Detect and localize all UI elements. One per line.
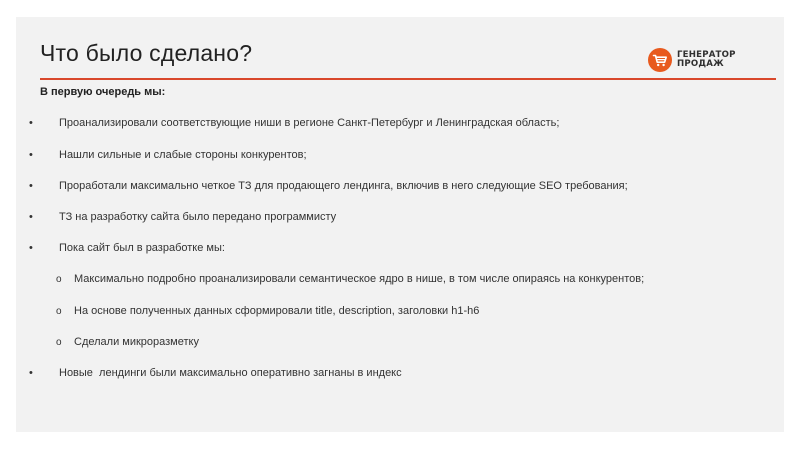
list-item: Нашли сильные и слабые стороны конкурентов; (59, 149, 307, 161)
bullet-list (16, 17, 784, 432)
list-item: Новые лендинги были максимально оперативно загнаны в индекс (59, 367, 402, 379)
bullet-marker: • (29, 180, 33, 192)
sub-list-item: На основе полученных данных сформировали title, description, заголовки h1-h6 (74, 305, 480, 317)
sub-list-item: Максимально подробно проанализировали семантическое ядро в нише, в том числе опираясь на конкурентов; (74, 273, 645, 285)
sub-bullet-marker: o (56, 337, 62, 348)
list-item: Пока сайт был в разработке мы: (59, 242, 225, 254)
list-item: Проработали максимально четкое ТЗ для продающего лендинга, включив в него следующие SEO требования; (59, 180, 628, 192)
logo-line-1: ГЕНЕРАТОР (677, 50, 736, 60)
subheading: В первую очередь мы: (40, 86, 166, 98)
bullet-marker: • (29, 117, 33, 129)
slide-title: Что было сделано? (40, 40, 253, 66)
slide (16, 17, 784, 432)
bullet-marker: • (29, 242, 33, 254)
sub-bullet-marker: o (56, 306, 62, 317)
logo-line-2: ПРОДАЖ (677, 59, 724, 69)
list-item: ТЗ на разработку сайта было передано программисту (59, 211, 337, 223)
bullet-marker: • (29, 211, 33, 223)
sub-list-item: Сделали микроразметку (74, 336, 199, 348)
bullet-marker: • (29, 367, 33, 379)
sub-bullet-marker: o (56, 274, 62, 285)
bullet-marker: • (29, 149, 33, 161)
list-item: Проанализировали соответствующие ниши в регионе Санкт-Петербург и Ленинградская область; (59, 117, 560, 129)
